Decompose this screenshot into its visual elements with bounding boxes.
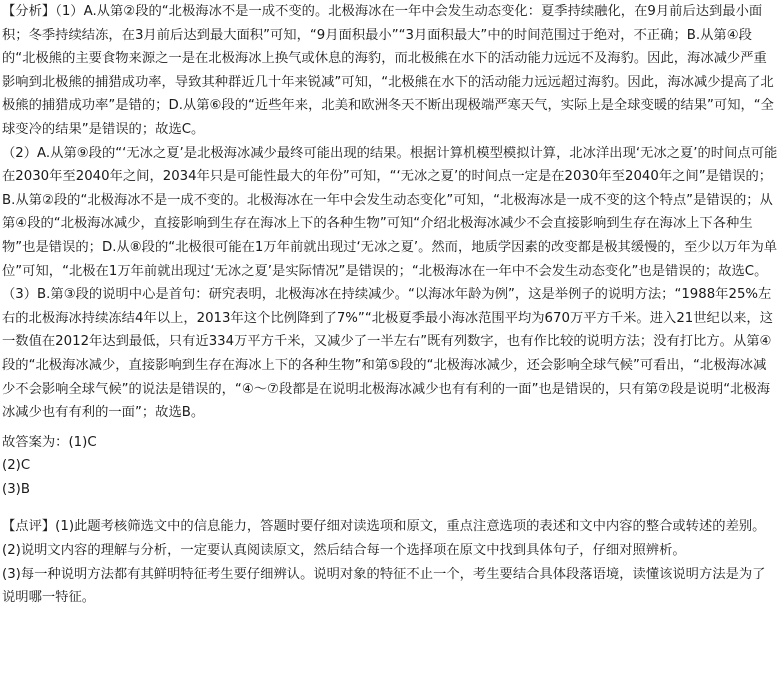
analysis-paragraph-2: （2）A.从第⑨段的“‘无冰之夏’是北极海冰减少最终可能出现的结果。根据计算机模型模拟计算，北冰洋出现‘无冰之夏’的时间点可能在2030年至2040年之间，2034年只是可能性最大的年份”可知，“‘无冰之夏’的时间点一定是在2030年至2040年之间”是错误的；B.从第②段的“北极海冰不是一成不变的。北极海冰在一年中会发生动态变化”可知，“北极海冰是一成不变的这个特点”是错误的；从第④段的“北极海冰减少，直接影响到生存在海冰上下的各种生物”可知“介绍北极海冰减少不会直接影响到生存在海冰上下各种生物”也是错误的；D.从⑧段的“北极很可能在1万年前就出现过‘无冰之夏’。然而，地质学因素的改变都是极其缓慢的，至少以万年为单位”可知，“北极在1万年前就出现过‘无冰之夏’是实际情况”是错误的；“北极海冰在一年中不会发生动态变化”也是错误的；故选C。	[2, 145, 778, 279]
analysis-paragraph-1: 【分析】（1）A.从第②段的“北极海冰不是一成不变的。北极海冰在一年中会发生动态变化：夏季持续融化，在9月前后达到最小面积；冬季持续结冻，在3月前后达到最大面积”可知，“9月面积最小”“3月面积最大”中的时间范围过于绝对，不正确；B.从第④段的“北极熊的主要食物来源之一是在北极海冰上换气或休息的海豹，而北极熊在水下的活动能力远远不及海豹。因此，海冰减少严重影响到北极熊的捕猎成功率，导致其种群近几十年来锐减”可知，“北极熊在水下的活动能力远远超过海豹。因此，海冰减少提高了北极熊的捕猎成功率”是错的；D.从第⑥段的“近些年来，北美和欧洲冬天不断出现极端严寒天气，实际上是全球变暖的结果”可知，“全球变冷的结果”是错误的；故选C。	[2, 4, 774, 137]
comment-paragraph-2: (2)说明文内容的理解与分析，一定要认真阅读原文，然后结合每一个选择项在原文中找到具体句子，仔细对照辨析。	[2, 543, 686, 559]
analysis-paragraph-3: （3）B.第③段的说明中心是首句：研究表明，北极海冰在持续减少。“以海冰年龄为例”，这是举例子的说明方法；“1988年25%左右的北极海冰持续冻结4年以上，2013年这个比例降到了7%”“北极夏季最小海冰范围平均为670万平方千米。进入21世纪以来，这一数值在2012年达到最低，只有近334万平方千米，又减少了一半左右”既有列数字，也有作比较的说明方法；没有打比方。从第④段的“北极海冰减少，直接影响到生存在海冰上下的各种生物”和第⑤段的“北极海冰减少，还会影响全球气候”可看出，“北极海冰减少不会影响全球气候”的说法是错误的，“④～⑦段都是在说明北极海冰减少也有有利的一面”也是错误的，只有第⑦段是说明“北极海冰减少也有有利的一面”；故选B。	[2, 287, 774, 421]
comment-paragraph-1: 【点评】(1)此题考核筛选文中的信息能力，答题时要仔细对读选项和原文，重点注意选项的表述和文中内容的整合或转述的差别。	[2, 519, 766, 535]
answer-line-1: 故答案为：(1)C	[2, 434, 97, 450]
comment-paragraph-3: (3)每一种说明方法都有其鲜明特征考生要仔细辨认。说明对象的特征不止一个，考生要结合具体段落语境，读懂该说明方法是为了说明哪一特征。	[2, 566, 766, 606]
spacer	[2, 501, 778, 515]
answer-line-3: (3)B	[2, 481, 30, 497]
answer-line-2: (2)C	[2, 458, 31, 474]
